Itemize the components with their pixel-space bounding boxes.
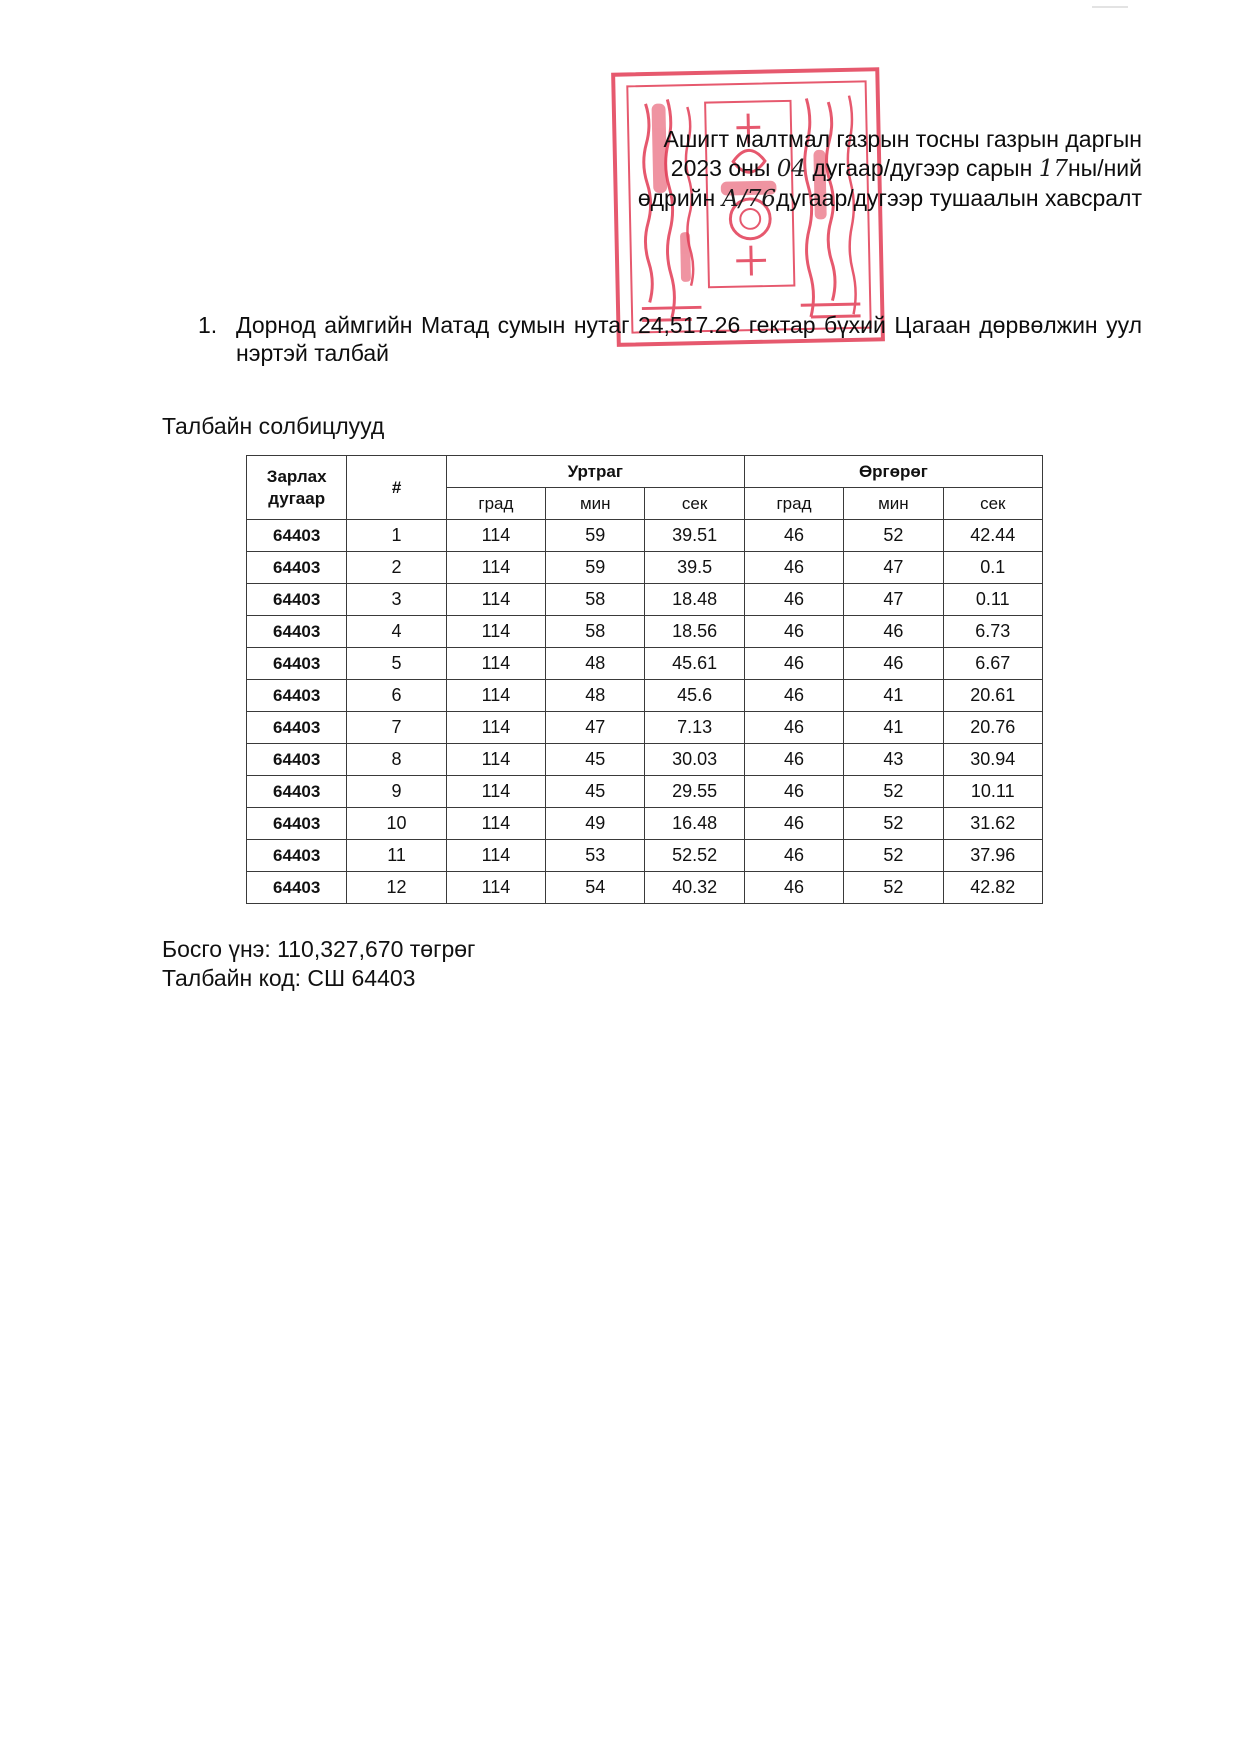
cell-lon-min: 48 — [546, 680, 645, 712]
cell-lat-deg: 46 — [744, 648, 843, 680]
cell-lat-deg: 46 — [744, 776, 843, 808]
cell-lat-sec: 42.44 — [943, 520, 1042, 552]
table-row — [247, 872, 1043, 904]
cell-lon-sec: 39.51 — [645, 520, 744, 552]
list-item — [198, 311, 1142, 367]
column-header-lat-min: мин — [844, 488, 943, 520]
scan-mark — [1092, 6, 1128, 8]
cell-lat-deg: 46 — [744, 712, 843, 744]
cell-lat-sec: 6.67 — [943, 648, 1042, 680]
cell-lon-deg: 114 — [446, 616, 545, 648]
cell-id: 64403 — [247, 680, 347, 712]
document-header — [582, 125, 1142, 214]
cell-lon-deg: 114 — [446, 840, 545, 872]
column-group-latitude: Өргөрөг — [744, 456, 1042, 488]
table-row — [247, 520, 1043, 552]
cell-id: 64403 — [247, 808, 347, 840]
cell-number: 7 — [347, 712, 446, 744]
table-row — [247, 840, 1043, 872]
cell-lat-min: 47 — [844, 584, 943, 616]
list-item-text: Дорнод аймгийн Матад сумын нутаг 24,517.26 гектар бүхий Цагаан дөрвөлжин уул нэртэй талбай — [236, 312, 1142, 366]
cell-lon-deg: 114 — [446, 872, 545, 904]
cell-lon-min: 45 — [546, 744, 645, 776]
table-row — [247, 616, 1043, 648]
cell-lat-deg: 46 — [744, 584, 843, 616]
cell-id: 64403 — [247, 872, 347, 904]
cell-lat-sec: 37.96 — [943, 840, 1042, 872]
cell-id: 64403 — [247, 744, 347, 776]
cell-number: 9 — [347, 776, 446, 808]
cell-lat-min: 52 — [844, 840, 943, 872]
table-row — [247, 776, 1043, 808]
coordinates-table — [246, 455, 1043, 904]
cell-lon-min: 58 — [546, 616, 645, 648]
header-line-1: Ашигт малтмал газрын тосны газрын даргын — [663, 126, 1142, 152]
cell-lon-deg: 114 — [446, 584, 545, 616]
header-line-3 — [582, 184, 1142, 214]
cell-lat-min: 52 — [844, 776, 943, 808]
cell-number: 1 — [347, 520, 446, 552]
column-header-lat-sec: сек — [943, 488, 1042, 520]
cell-lon-min: 59 — [546, 520, 645, 552]
section-title: Талбайн солбицлууд — [162, 413, 385, 439]
cell-id: 64403 — [247, 520, 347, 552]
cell-lon-min: 47 — [546, 712, 645, 744]
cell-number: 3 — [347, 584, 446, 616]
cell-lon-sec: 16.48 — [645, 808, 744, 840]
cell-lat-min: 52 — [844, 872, 943, 904]
cell-lat-deg: 46 — [744, 520, 843, 552]
cell-number: 2 — [347, 552, 446, 584]
cell-lon-sec: 18.56 — [645, 616, 744, 648]
header-month-suffix: дугаар/дугээр сарын — [812, 155, 1033, 181]
table-row — [247, 552, 1043, 584]
cell-lon-deg: 114 — [446, 712, 545, 744]
cell-number: 5 — [347, 648, 446, 680]
table-row — [247, 680, 1043, 712]
cell-lat-min: 46 — [844, 616, 943, 648]
cell-number: 12 — [347, 872, 446, 904]
cell-lat-sec: 20.61 — [943, 680, 1042, 712]
cell-lat-sec: 42.82 — [943, 872, 1042, 904]
cell-lat-sec: 31.62 — [943, 808, 1042, 840]
cell-lon-sec: 30.03 — [645, 744, 744, 776]
header-line-2 — [582, 154, 1142, 184]
cell-number: 11 — [347, 840, 446, 872]
table-row — [247, 648, 1043, 680]
cell-number: 10 — [347, 808, 446, 840]
cell-lat-sec: 20.76 — [943, 712, 1042, 744]
column-header-lon-deg: град — [446, 488, 545, 520]
cell-lat-sec: 10.11 — [943, 776, 1042, 808]
cell-lon-deg: 114 — [446, 776, 545, 808]
cell-lat-min: 43 — [844, 744, 943, 776]
cell-lon-sec: 45.6 — [645, 680, 744, 712]
cell-lat-min: 46 — [844, 648, 943, 680]
table-row — [247, 808, 1043, 840]
column-header-lon-min: мин — [546, 488, 645, 520]
cell-lon-min: 53 — [546, 840, 645, 872]
cell-lat-deg: 46 — [744, 840, 843, 872]
cell-lat-sec: 0.11 — [943, 584, 1042, 616]
cell-lon-sec: 18.48 — [645, 584, 744, 616]
cell-lon-sec: 52.52 — [645, 840, 744, 872]
cell-lon-deg: 114 — [446, 744, 545, 776]
cell-number: 6 — [347, 680, 446, 712]
cell-id: 64403 — [247, 616, 347, 648]
cell-id: 64403 — [247, 552, 347, 584]
cell-lat-deg: 46 — [744, 744, 843, 776]
column-header-lon-sec: сек — [645, 488, 744, 520]
header-order-suffix: дугаар/дугээр тушаалын хавсралт — [776, 185, 1142, 211]
cell-lat-sec: 6.73 — [943, 616, 1042, 648]
table-body — [247, 520, 1043, 904]
cell-lon-deg: 114 — [446, 648, 545, 680]
table-row — [247, 712, 1043, 744]
cell-lon-sec: 45.61 — [645, 648, 744, 680]
cell-lon-sec: 29.55 — [645, 776, 744, 808]
column-header-number: # — [347, 456, 446, 520]
cell-lat-deg: 46 — [744, 680, 843, 712]
cell-lat-deg: 46 — [744, 808, 843, 840]
cell-lon-sec: 40.32 — [645, 872, 744, 904]
column-header-id: Зарлах дугаар — [247, 456, 347, 520]
cell-lat-min: 41 — [844, 712, 943, 744]
cell-lat-sec: 30.94 — [943, 744, 1042, 776]
cell-lon-min: 54 — [546, 872, 645, 904]
reserve-price: Босго үнэ: 110,327,670 төгрөг — [162, 936, 476, 962]
cell-lon-min: 58 — [546, 584, 645, 616]
cell-lat-min: 52 — [844, 808, 943, 840]
cell-lat-min: 52 — [844, 520, 943, 552]
cell-lon-deg: 114 — [446, 520, 545, 552]
cell-lat-min: 41 — [844, 680, 943, 712]
cell-id: 64403 — [247, 712, 347, 744]
table-row — [247, 584, 1043, 616]
cell-id: 64403 — [247, 776, 347, 808]
header-year-text: 2023 оны — [670, 155, 771, 181]
cell-id: 64403 — [247, 584, 347, 616]
handwritten-month: 04 — [776, 156, 807, 182]
cell-lat-sec: 0.1 — [943, 552, 1042, 584]
cell-lat-deg: 46 — [744, 872, 843, 904]
cell-lon-deg: 114 — [446, 680, 545, 712]
cell-lon-deg: 114 — [446, 552, 545, 584]
footer — [162, 935, 475, 993]
handwritten-order-number: А/76 — [721, 186, 777, 212]
header-day-suffix: ны/ний — [1067, 155, 1142, 181]
cell-lon-min: 45 — [546, 776, 645, 808]
cell-lat-deg: 46 — [744, 616, 843, 648]
header-day-word: өдрийн — [637, 185, 716, 211]
cell-lat-deg: 46 — [744, 552, 843, 584]
cell-lat-min: 47 — [844, 552, 943, 584]
list-item-number: 1. — [198, 312, 218, 338]
cell-lon-sec: 39.5 — [645, 552, 744, 584]
cell-lon-deg: 114 — [446, 808, 545, 840]
handwritten-day: 17 — [1038, 156, 1068, 182]
cell-lon-min: 59 — [546, 552, 645, 584]
area-code: Талбайн код: СШ 64403 — [162, 965, 416, 991]
cell-lon-min: 48 — [546, 648, 645, 680]
cell-number: 8 — [347, 744, 446, 776]
cell-number: 4 — [347, 616, 446, 648]
table-row — [247, 744, 1043, 776]
cell-lon-sec: 7.13 — [645, 712, 744, 744]
cell-id: 64403 — [247, 840, 347, 872]
column-header-lat-deg: град — [744, 488, 843, 520]
cell-id: 64403 — [247, 648, 347, 680]
column-group-longitude: Уртраг — [446, 456, 744, 488]
cell-lon-min: 49 — [546, 808, 645, 840]
